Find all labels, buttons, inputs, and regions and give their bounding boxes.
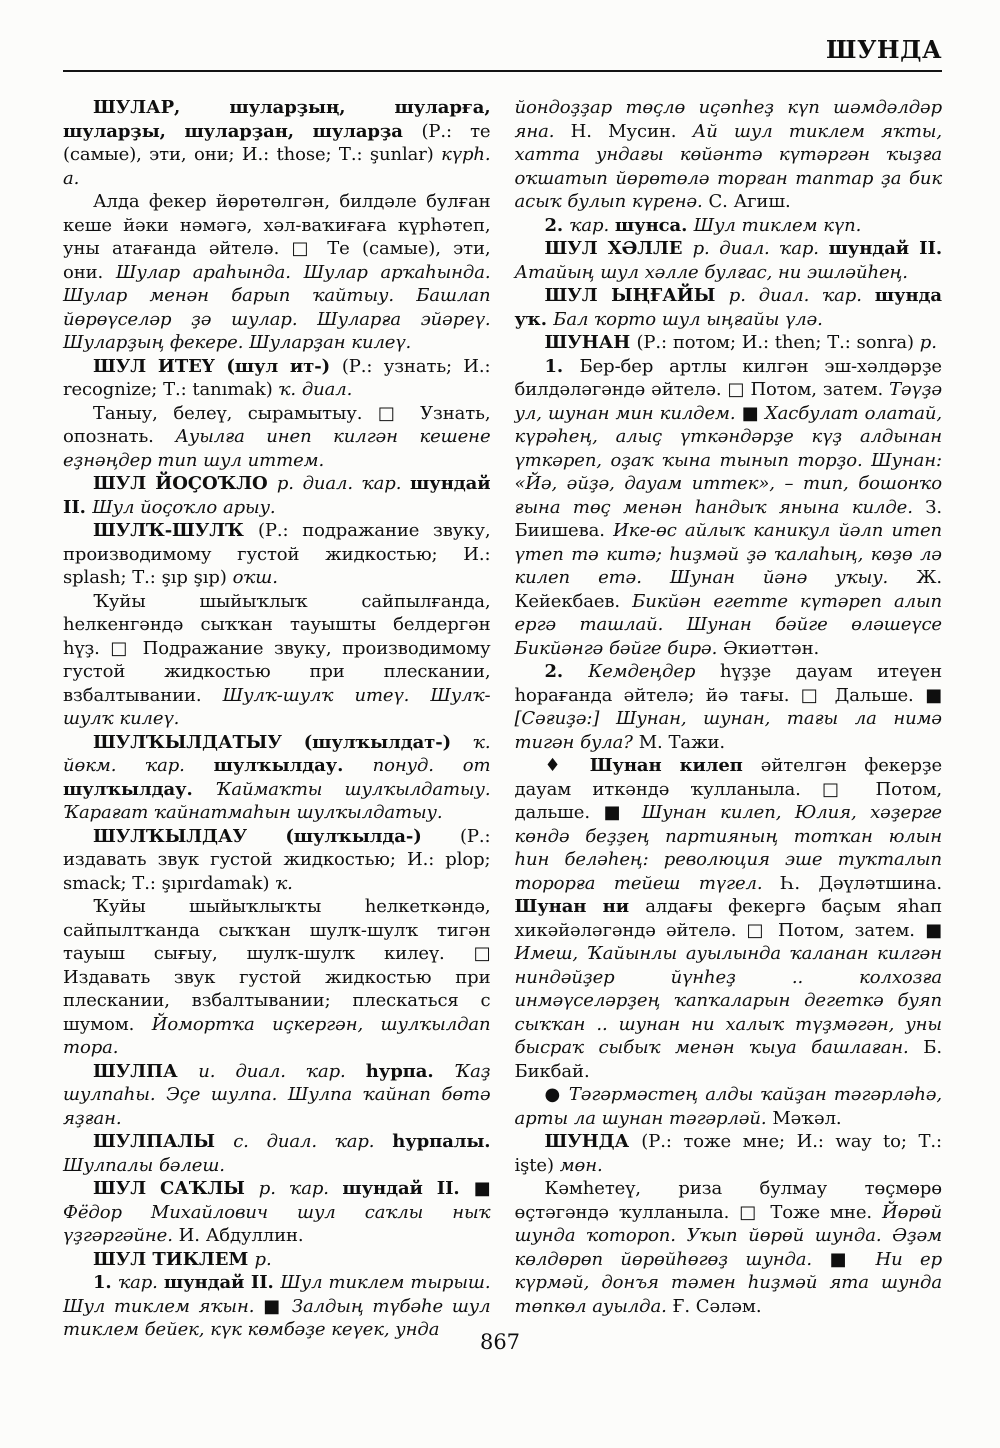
dictionary-paragraph (515, 284, 943, 331)
regular-text: Кәмһетеү, риза булмау төҫмөрө өҫтәгәндә ҡулланыла. □ Тоже мне. (514, 1178, 942, 1223)
bold-text: һурпалы. (392, 1131, 491, 1152)
italic-text: Йөрөй шунда ҡотороп. Уҡып йөрөй шунда. Әҙәм көлдөрөп йөрөйһөгөҙ шунда. (514, 1201, 942, 1270)
bold-text: ШУЛ ХӘЛЛЕ (544, 238, 693, 259)
dictionary-paragraph (515, 355, 943, 661)
dictionary-paragraph (515, 96, 943, 214)
italic-text: оҡш. (232, 567, 278, 588)
italic-text: [Сәғиҙә:] Шунан, шунан, тағы ла нимә тигән була? (514, 708, 942, 753)
dictionary-paragraph (515, 1130, 943, 1177)
dictionary-paragraph (515, 331, 943, 355)
dictionary-paragraph (515, 1083, 943, 1130)
italic-text: Шулпалы бәлеш. (63, 1154, 225, 1176)
italic-text: Ауылға инеп килгән кешене еҙнәңдер тип шул иттем. (63, 426, 491, 471)
italic-text: р. (254, 1248, 272, 1270)
bold-text: ШУНДА (544, 1131, 642, 1152)
italic-text: с. диал. ҡар. (233, 1131, 393, 1152)
regular-text: әйтелгән фекерҙе дауам иткәндә ҡулланыла. □ Потом, дальше. ■ (514, 755, 943, 823)
regular-text: ● (544, 1084, 569, 1105)
bold-text: 2. (544, 214, 570, 236)
regular-text: Бер-бер артлы килгән эш-хәлдәрҙе билдәләгәндә әйтелә. □ Потом, затем. (514, 355, 942, 400)
dictionary-paragraph (63, 825, 491, 896)
bold-text: шундай II. (342, 1178, 474, 1199)
italic-text: Йомортҡа иҫкергән, шулҡылдап тора. (63, 1013, 491, 1058)
bold-text: 2. (544, 661, 589, 682)
italic-text: Шунан килеп, Юлия, хәҙерге көндә беҙҙең партияның тотҡан юлын һин беләһең: революция эше туҡталып торорға тейеш түгел. (514, 802, 942, 894)
regular-text: һүҙҙе дауам итеүен һорағанда әйтелә; йә тағы. □ Дальше. ■ (514, 661, 942, 706)
italic-text: йондоҙҙар төҫлө иҫәпһеҙ күп шәмдәлдәр яна. (514, 97, 942, 142)
italic-text: Шул тиклем тырыш. Шул тиклем яҡын. (63, 1272, 491, 1317)
dictionary-paragraph (515, 660, 943, 754)
italic-text: Хасбулат олатай, күрәһең, алыҫ үткәндәрҙе күҙ алдынан үткәреп, оҙаҡ ҡына тынып торҙо. Шунан: «Йә, әйҙә, дауам иттек», – тип, бошонҡо ғына төҫ менән һандыҡ янына килде. (514, 402, 943, 518)
bold-text: ШУЛ ЫҢҒАЙЫ (544, 285, 729, 306)
right-column (515, 96, 943, 1342)
dictionary-paragraph (63, 1248, 491, 1272)
italic-text: Бал ҡорто шул ыңғайы үлә. (553, 308, 823, 330)
dictionary-paragraph (63, 895, 491, 1060)
italic-text: Ни ер күрмәй, донъя тәмен һиҙмәй ята шунда төпкөл ауылда. (514, 1248, 943, 1317)
bold-text: ШУЛҠ-ШУЛҠ (93, 520, 258, 541)
bold-text: шундай II. (828, 238, 942, 259)
regular-text: ■ (829, 1248, 876, 1270)
italic-text: Ҡаҙ шулпаһы. Эҫе шулпа. Шулпа ҡайнап бөтә яҙған. (63, 1060, 491, 1129)
dictionary-paragraph (63, 190, 491, 355)
italic-text: Залдың түбәһе шул тиклем бейек, күк көмбәҙе кеүек, унда (63, 1295, 491, 1340)
regular-text: (Р.: узнать; И.: recognize; Т.: tanımak) (63, 355, 491, 400)
regular-text: алдағы фекергә баҫым яһап хикәйәләгәндә әйтелә. □ Потом, затем. ■ (514, 896, 942, 941)
regular-text: (Р.: те (самые), эти, они; И.: those; Т.: şunlar) (63, 120, 491, 165)
bold-text: Шунан килеп (589, 755, 761, 776)
regular-text: Ғ. Сәләм. (672, 1295, 762, 1317)
bold-text: ШУЛ ТИКЛЕМ (93, 1248, 255, 1270)
bold-text: ШУЛҠЫЛДАУ (шулҡылда-) (93, 825, 460, 847)
regular-text: Мәҡәл. (772, 1107, 842, 1129)
bold-text: шулҡылдау. (63, 778, 216, 800)
regular-text: (Р.: потом; И.: then; Т.: sonra) (636, 332, 920, 353)
regular-text: Ҡуйы шыйыҡлыҡты һелкеткәндә, сайпылтҡанда сыҡҡан шулҡ-шулҡ тигән тауыш сығыу, шулҡ-шулҡ килеү. □ Издавать звук густой жидкостью при плескании, взбалтывании; плескаться с шумом. (63, 896, 491, 1035)
italic-text: мөн. (559, 1154, 603, 1176)
italic-text: р. ҡар. (258, 1178, 343, 1199)
bold-text: ШУЛ ЙОҪОҠЛО (93, 473, 277, 494)
italic-text: ҡ. (275, 872, 293, 894)
header-rule (63, 70, 942, 72)
regular-text: ■ (473, 1178, 491, 1199)
dictionary-paragraph (63, 519, 491, 590)
bold-text: шулҡылдау. (213, 755, 373, 776)
regular-text: Әкиәттән. (723, 637, 820, 659)
bold-text: шунса. (614, 214, 694, 236)
italic-text: ҡар. (569, 214, 615, 236)
bold-text: ШУЛПАЛЫ (93, 1131, 234, 1152)
dictionary-paragraph (63, 96, 491, 190)
bold-text: ШУЛПА (93, 1060, 199, 1082)
regular-text: (Р.: издавать звук густой жидкостью; И.: plop; smack; Т.: şıpırdamak) (63, 825, 491, 894)
regular-text: З. Биишева. (514, 496, 942, 541)
bold-text: ШУЛ САҠЛЫ (93, 1178, 259, 1199)
italic-text: ҡар. (118, 1272, 164, 1293)
italic-text: Имеш, Ҡайынлы ауылында ҡаланан килгән ниндәйҙер йүнһеҙ .. колхозға инмәүселәрҙең ҡапҡаларын дегеткә буяп сыҡҡан .. шунан ни халыҡ түҙмәгән, уны бысраҡ сыбыҡ менән ҡыуа башлаған. (514, 943, 942, 1058)
dictionary-paragraph (63, 590, 491, 731)
dictionary-paragraph (63, 402, 491, 473)
regular-text: Таныу, белеү, сырамытыу. □ Узнать, опознать. (63, 402, 491, 447)
italic-text: р. диал. ҡар. (728, 285, 875, 306)
regular-text: Ҡуйы шыйыҡлыҡ сайпылғанда, һелкенгәндә сыҡҡан тауышты белдергән һүҙ. □ Подражание звуку, производимому густой жидкостью при плескании, взбалтывании. (63, 590, 491, 706)
dictionary-paragraph (515, 754, 943, 1083)
bold-text: 1. (544, 355, 580, 377)
bold-text: ШУЛ ИТЕҮ (шул ит-) (93, 355, 342, 377)
italic-text: Ике-өс айлыҡ каникул йәлп итеп үтеп тә китә; һиҙмәй ҙә ҡалаһың, көҙө лә килеп етә. Шунан йәнә уҡыу. (514, 520, 943, 588)
italic-text: Шулар араһында. Шулар арҡаһында. Шулар менән барып ҡайтыу. Башлап йөрөүселәр ҙә шулар. Шуларға эйәреү. Шуларҙың фекере. Шуларҙан килеү. (63, 261, 491, 353)
regular-text: М. Тажи. (638, 731, 725, 753)
bold-text: ШУЛҠЫЛДАТЫУ (шулҡылдат-) (93, 731, 473, 753)
bold-text: ШУНАН (544, 332, 637, 353)
italic-text: Ҡаймаҡты шулҡылдатыу. Ҡарағат ҡайнатмаһын шулҡылдатыу. (63, 778, 491, 823)
dictionary-paragraph (63, 1177, 491, 1248)
regular-text: ■ (263, 1295, 292, 1317)
dictionary-paragraph (63, 472, 491, 519)
italic-text: Атайың шул хәлле булғас, ни эшләйһең. (514, 261, 908, 283)
regular-text: И. Абдуллин. (178, 1225, 304, 1246)
regular-text: Н. Мусин. (570, 120, 693, 142)
dictionary-paragraph (63, 731, 491, 825)
bold-text: һурпа. (365, 1060, 455, 1082)
left-column (63, 96, 491, 1342)
italic-text: Шул йоҫоҡло арыу. (92, 496, 276, 518)
italic-text: р. (919, 332, 937, 353)
regular-text: (Р.: подражание звуку, производимому густой жидкостью; И.: splash; Т.: şıp şıp) (63, 520, 491, 588)
bold-text: Шунан ни (514, 896, 646, 917)
italic-text: күрһ. а. (63, 144, 491, 189)
italic-text: Шул тиклем күп. (693, 214, 862, 236)
bold-text: ШУЛАР, шуларҙың, шуларға, шуларҙы, шуларҙан, шуларҙа (63, 97, 491, 142)
dictionary-paragraph (63, 1060, 491, 1131)
dictionary-paragraph (515, 214, 943, 238)
italic-text: понуд. от (372, 755, 491, 776)
regular-text: Алда фекер йөрөтөлгән, билдәле булған кеше йәки нәмәгә, хәл-ваҡиғаға күрһәтеп, уны атағанда әйтелә. □ Те (самые), эти, они. (63, 191, 491, 283)
running-head: ШУНДА (826, 35, 942, 64)
dictionary-paragraph (515, 1177, 943, 1318)
dictionary-paragraph (63, 355, 491, 402)
italic-text: ҡ. диал. (278, 379, 353, 400)
page-number: 867 (479, 1330, 521, 1354)
italic-text: р. диал. ҡар. (276, 473, 411, 494)
regular-text: ■ (741, 402, 765, 424)
italic-text: Бикйән егетте күтәреп алып ергә ташлай. Шунан бәйге өләшеүсе Бикйәнгә бәйге бирә. (514, 590, 942, 659)
italic-text: Шулҡ-шулҡ итеү. Шулҡ-шулҡ килеү. (63, 684, 491, 729)
regular-text: (Р.: тоже мне; И.: way to; Т.: işte) (514, 1131, 942, 1176)
regular-text: Ж. Кейекбаев. (514, 567, 942, 612)
regular-text: ♦ (544, 755, 590, 776)
regular-text: Б. Бикбай. (514, 1037, 942, 1082)
regular-text: Һ. Дәүләтшина. (780, 872, 942, 894)
italic-text: Тәгәрмәстең алды ҡайҙан тәгәрләһә, арты ла шунан тәгәрләй. (514, 1084, 942, 1129)
italic-text: Ай шул тиклем яҡты, хатта ундағы көйәнтә күтәргән ҡыҙға оҡшатып йөрөтөлә торған таптар ҙа бик асыҡ булып күренә. (514, 120, 942, 212)
text-columns (63, 96, 942, 1342)
bold-text: шунда уҡ. (514, 285, 942, 330)
bold-text: шундай II. (163, 1272, 281, 1293)
italic-text: Тәүҙә ул, шунан мин килдем. (514, 379, 942, 424)
dictionary-paragraph (63, 1130, 491, 1177)
bold-text: шундай II. (63, 473, 491, 518)
italic-text: и. диал. ҡар. (198, 1060, 366, 1082)
dictionary-paragraph (515, 237, 943, 284)
italic-text: Фёдор Михайлович шул саҡлы ныҡ үҙгәргәйне. (63, 1201, 491, 1246)
italic-text: р. диал. ҡар. (692, 238, 829, 259)
regular-text: С. Агиш. (708, 191, 791, 212)
bold-text: 1. (93, 1272, 119, 1293)
italic-text: ҡ. йөкм. ҡар. (63, 731, 491, 776)
italic-text: Кемдеңдер (588, 661, 720, 682)
